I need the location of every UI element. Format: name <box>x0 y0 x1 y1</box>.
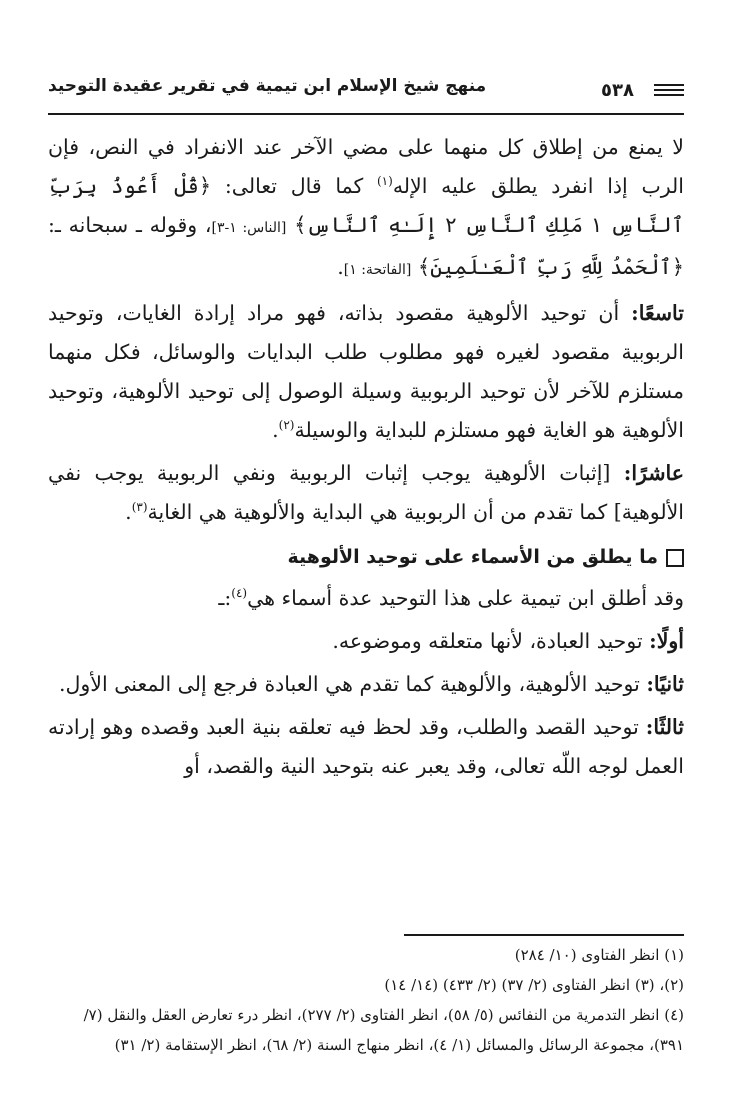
paragraph-5 <box>48 622 684 661</box>
text-span: :ـ <box>218 586 232 610</box>
text-span: [إثبات الألوهية يوجب إثبات الربوبية ونفي الربوبية يوجب نفي الألوهية] كما تقدم من أن الربوبية هي البداية والألوهية هي الغاية <box>48 461 684 524</box>
text-span: توحيد العبادة، لأنها متعلقه وموضوعه. <box>332 629 650 653</box>
item-label: عاشرًا: <box>623 461 684 485</box>
header-divider <box>48 113 684 115</box>
book-page <box>48 72 685 1054</box>
text-span: . <box>337 255 344 279</box>
paragraph-3 <box>48 454 684 532</box>
item-label: أولًا: <box>649 629 684 653</box>
square-bullet-icon <box>666 549 684 567</box>
text-span: توحيد القصد والطلب، وقد لحظ فيه تعلقه بنية العبد وقصده وهو إرادته العمل لوجه اللّه تعالى، وقد يعبر عنه بتوحيد النية والقصد، أو <box>48 715 684 778</box>
footnote-1: (١) انظر الفتاوى (١٠/ ٢٨٤) <box>514 946 684 964</box>
paragraph-6 <box>48 665 684 704</box>
footnote-marker-4: (٤) <box>231 586 248 601</box>
text-span: كما قال تعالى: <box>211 174 377 198</box>
footnote-marker-3: (٣) <box>131 500 148 515</box>
verse-reference-2: [الفاتحة: ١] <box>343 262 412 278</box>
paragraph-1 <box>48 128 684 290</box>
text-span: وقد أطلق ابن تيمية على هذا التوحيد عدة أسماء هي <box>247 586 684 610</box>
footnote-2: (٢)، (٣) انظر الفتاوى (٢/ ٣٧) (٢/ ٤٣٣) (١٤/ ١٤) <box>384 976 684 994</box>
ornament-icon <box>654 84 684 99</box>
section-heading-text: ما يطلق من الأسماء على توحيد الألوهية <box>287 546 658 568</box>
running-header <box>48 72 684 102</box>
main-text <box>48 128 684 790</box>
item-label: تاسعًا: <box>631 301 684 325</box>
section-heading <box>48 538 684 577</box>
text-span: لا يمنع من إطلاق كل منهما على مضي الآخر عند الانفراد في النص، فإن الرب إذا انفرد يطلق عليه الإله <box>48 135 685 198</box>
footnote-marker-2: (٢) <box>278 418 295 433</box>
text-span: أن توحيد الألوهية مقصود بذاته، فهو مراد إرادة الغايات، وتوحيد الربوبية مقصود لغيره فهو مطلوب طلب البدايات والوسائل، فكل منهما مستلزم للآخر لأن توحيد الربوبية وسيلة الوصول إلى توحيد الألوهية، وتوحيد الألوهية هو الغاية فهو مستلزم للبداية والوسيلة <box>48 301 684 442</box>
text-span: توحيد الألوهية، والألوهية كما تقدم هي العبادة فرجع إلى المعنى الأول. <box>59 672 647 696</box>
footnote-3: (٤) انظر التدمرية من النفائس (٥/ ٥٨)، انظر الفتاوى (٢/ ٢٧٧)، انظر درء تعارض العقل والنقل (٧/ ٣٩١)، مجموعة الرسائل والمسائل (١/ ٤)، انظر منهاج السنة (٢/ ٦٨)، انظر الإستقامة (٢/ ٣١) <box>83 1006 684 1054</box>
quran-verse-1: ﴿قُلْ أَعُوذُ بِرَبِّ ٱلنَّاسِ ١ مَلِكِ ٱلنَّاسِ ٢ إِلَـٰهِ ٱلنَّاسِ﴾ <box>48 174 684 237</box>
text-span: ، وقوله ـ سبحانه ـ: <box>48 213 212 237</box>
text-span: . <box>272 418 279 442</box>
paragraph-7 <box>48 708 684 786</box>
footnote-divider <box>404 934 684 936</box>
quran-verse-2: ﴿ٱلْحَمْدُ لِلَّهِ رَبِّ ٱلْعَـٰلَمِينَ﴾ <box>417 255 684 279</box>
text-span: . <box>125 500 132 524</box>
footnotes <box>48 940 684 1060</box>
verse-reference-1: [الناس: ١-٣] <box>211 220 287 236</box>
item-label: ثالثًا: <box>645 715 684 739</box>
paragraph-4 <box>48 579 684 618</box>
footnote-marker-1: (١) <box>376 174 393 189</box>
item-label: ثانيًا: <box>646 672 684 696</box>
running-title: منهج شيخ الإسلام ابن تيمية في تقرير عقيدة التوحيد <box>48 76 487 96</box>
paragraph-2 <box>48 294 684 450</box>
page-number: ٥٣٨ <box>601 80 634 101</box>
